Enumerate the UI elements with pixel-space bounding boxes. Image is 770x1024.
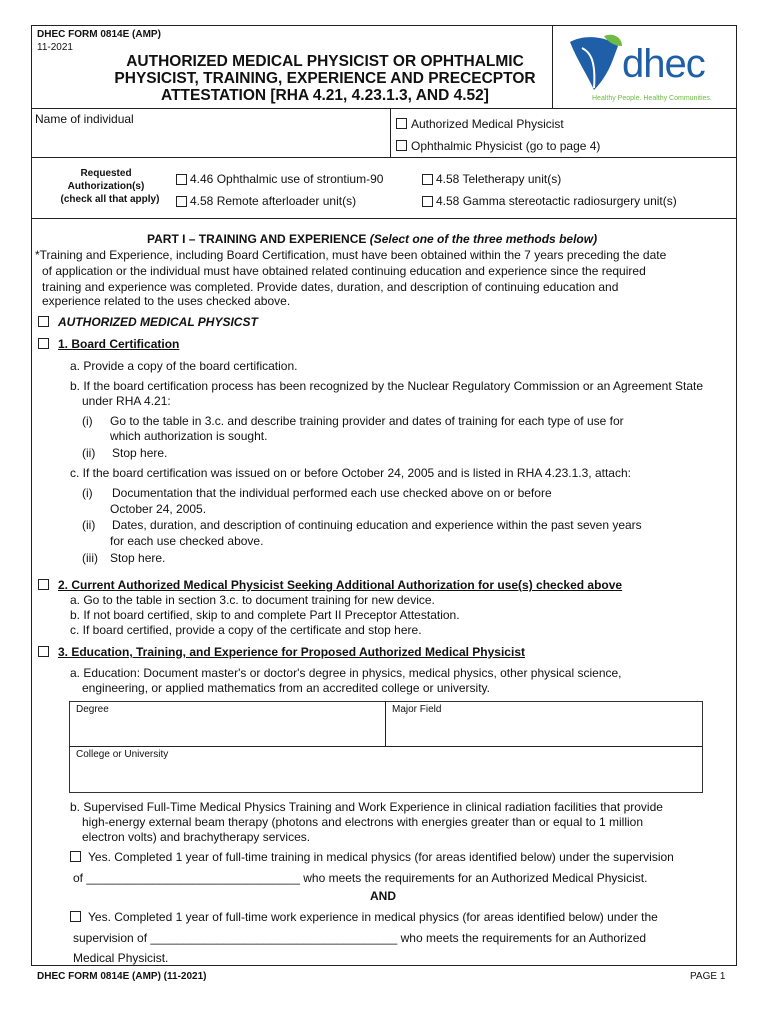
method1-c-i-num: (i): [82, 486, 93, 500]
college-label: College or University: [76, 749, 169, 760]
option-ophthalmic-physicist: Ophthalmic Physicist (go to page 4): [411, 139, 601, 153]
checkbox-ophthalmic-physicist[interactable]: [396, 140, 407, 151]
requested-label-3: (check all that apply): [60, 194, 160, 205]
method1-b-i-2: which authorization is sought.: [110, 429, 268, 443]
form-date: 11-2021: [37, 42, 73, 53]
method1-c-i-2: October 24, 2005.: [110, 502, 207, 516]
footer-page-number: PAGE 1: [690, 971, 726, 982]
method1-b-ii-num: (ii): [82, 446, 96, 460]
option-gamma-stereotactic: 4.58 Gamma stereotactic radiosurgery unit(s): [436, 194, 677, 208]
method3-b-3: electron volts) and brachytherapy services.: [82, 830, 311, 844]
method1-b-ii: Stop here.: [112, 446, 168, 460]
authorization-bottom-rule: [31, 218, 737, 219]
method3-b-1: b. Supervised Full-Time Medical Physics Training and Work Experience in clinical radiation facilities that provide: [70, 800, 663, 814]
checkbox-gamma-stereotactic[interactable]: [422, 196, 433, 207]
form-id: DHEC FORM 0814E (AMP): [37, 29, 161, 40]
education-table-row-rule: [69, 746, 703, 747]
checkbox-education-training[interactable]: [38, 646, 49, 657]
work-year-line-2: supervision of _____________________________________ who meets the requirements for an Authorized: [73, 931, 647, 945]
method3-b-2: high-energy external beam therapy (photons and electrons with energies greater than or equal to 1 million: [82, 815, 643, 829]
checkbox-teletherapy[interactable]: [422, 174, 433, 185]
college-field[interactable]: [72, 762, 700, 790]
checkbox-current-amp[interactable]: [38, 579, 49, 590]
part1-intro-2: of application or the individual must have obtained related continuing education and experience since the required: [42, 264, 646, 278]
work-year-line-1: Yes. Completed 1 year of full-time work experience in medical physics (for areas identified below) under the: [88, 910, 658, 924]
name-bottom-rule: [31, 157, 737, 158]
header-divider: [552, 25, 553, 109]
dhec-logo: [560, 30, 730, 106]
form-title-line-1: AUTHORIZED MEDICAL PHYSICIST OR OPHTHALMIC: [126, 53, 524, 70]
method2-b: b. If not board certified, skip to and complete Part II Preceptor Attestation.: [70, 608, 460, 622]
and-label: AND: [370, 889, 396, 903]
form-title-line-2: PHYSICIST, TRAINING, EXPERIENCE AND PRECECPTOR: [114, 70, 536, 87]
method1-c: c. If the board certification was issued on or before October 24, 2005 and is listed in RHA 4.23.1.3, attach:: [70, 466, 631, 480]
method1-b-2: under RHA 4.21:: [82, 394, 171, 408]
option-authorized-medical-physicist: Authorized Medical Physicist: [411, 117, 564, 131]
part1-intro-1: *Training and Experience, including Board Certification, must have been obtained within the 7 years preceding the date: [35, 248, 667, 262]
method1-c-iii: Stop here.: [110, 551, 166, 565]
logo-wordmark: dhec: [622, 42, 705, 86]
method1-c-ii-num: (ii): [82, 518, 96, 532]
method3-a-1: a. Education: Document master's or doctor's degree in physics, medical physics, other physical science,: [70, 666, 622, 680]
method2-heading: 2. Current Authorized Medical Physicist Seeking Additional Authorization for use(s) checked above: [58, 578, 623, 592]
method1-b-i-1: Go to the table in 3.c. and describe training provider and dates of training for each type of use for: [110, 414, 624, 428]
option-remote-afterloader: 4.58 Remote afterloader unit(s): [190, 194, 357, 208]
method2-a: a. Go to the table in section 3.c. to document training for new device.: [70, 593, 435, 607]
checkbox-strontium-90[interactable]: [176, 174, 187, 185]
method2-c: c. If board certified, provide a copy of the certificate and stop here.: [70, 623, 422, 637]
option-strontium-90: 4.46 Ophthalmic use of strontium-90: [190, 172, 384, 186]
part1-heading-text: PART I – TRAINING AND EXPERIENCE: [147, 232, 367, 246]
checkbox-training-year[interactable]: [70, 851, 81, 862]
amp-section-heading: AUTHORIZED MEDICAL PHYSICST: [58, 315, 258, 329]
requested-label-1: Requested: [80, 168, 132, 179]
name-divider: [390, 108, 391, 158]
checkbox-authorized-medical-physicist[interactable]: [396, 118, 407, 129]
checkbox-remote-afterloader[interactable]: [176, 196, 187, 207]
palmetto-leaf-icon: [564, 32, 626, 94]
requested-label-2: Authorization(s): [67, 181, 145, 192]
part1-heading: [147, 232, 597, 246]
training-year-line-2: of ________________________________ who meets the requirements for an Authorized Medical Physicist.: [73, 871, 648, 885]
method1-c-i-1: Documentation that the individual performed each use checked above on or before: [112, 486, 552, 500]
part1-intro-3: training and experience was completed. Provide dates, duration, and description of continuing education and: [42, 280, 619, 294]
method1-heading: 1. Board Certification: [58, 337, 180, 351]
option-teletherapy: 4.58 Teletherapy unit(s): [436, 172, 562, 186]
method1-c-iii-num: (iii): [82, 551, 98, 565]
part1-heading-note: (Select one of the three methods below): [369, 232, 598, 246]
name-of-individual-label: Name of individual: [35, 112, 134, 126]
education-table-col-rule: [385, 701, 386, 747]
degree-field[interactable]: [72, 717, 382, 743]
form-title-line-3: ATTESTATION [RHA 4.21, 4.23.1.3, AND 4.52]: [161, 87, 489, 104]
method1-a: a. Provide a copy of the board certification.: [70, 359, 298, 373]
method1-c-ii-1: Dates, duration, and description of continuing education and experience within the past seven years: [112, 518, 642, 532]
checkbox-board-certification[interactable]: [38, 338, 49, 349]
checkbox-amp-section[interactable]: [38, 316, 49, 327]
header-bottom-rule: [31, 108, 737, 109]
work-year-line-3: Medical Physicist.: [73, 951, 169, 965]
method1-b-i-num: (i): [82, 414, 93, 428]
method3-heading: 3. Education, Training, and Experience for Proposed Authorized Medical Physicist: [58, 645, 525, 659]
major-field-input[interactable]: [388, 717, 700, 743]
checkbox-work-experience-year[interactable]: [70, 911, 81, 922]
training-year-line-1: Yes. Completed 1 year of full-time training in medical physics (for areas identified below) under the supervision: [88, 850, 674, 864]
major-field-label: Major Field: [392, 704, 442, 715]
part1-intro-4: experience related to the uses checked above.: [42, 294, 291, 308]
method1-b-1: b. If the board certification process has been recognized by the Nuclear Regulatory Commission or an Agreement State: [70, 379, 704, 393]
degree-label: Degree: [76, 704, 109, 715]
method3-a-2: engineering, or applied mathematics from an accredited college or university.: [82, 681, 490, 695]
method1-c-ii-2: for each use checked above.: [110, 534, 264, 548]
footer-form-ref: DHEC FORM 0814E (AMP) (11-2021): [37, 971, 207, 982]
logo-tagline: Healthy People. Healthy Communities.: [592, 95, 712, 102]
